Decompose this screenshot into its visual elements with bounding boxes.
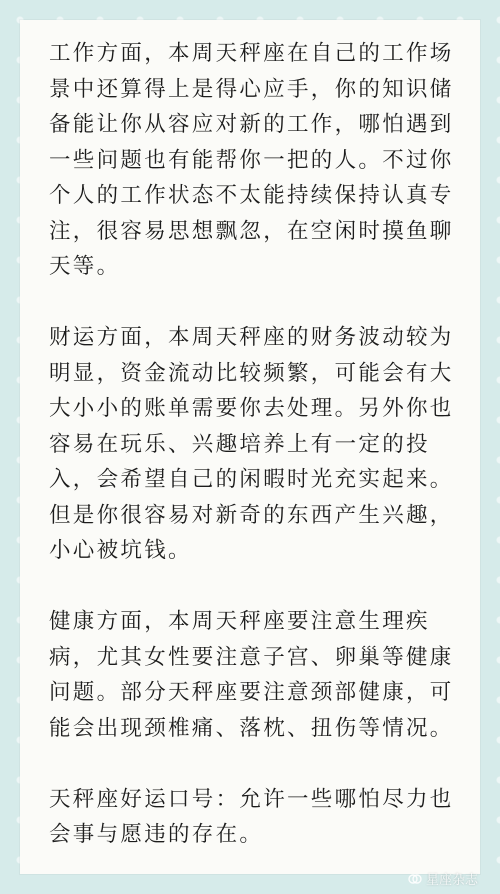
article-paper	[20, 20, 480, 874]
paragraph-wealth: 财运方面，本周天秤座的财务波动较为明显，资金流动比较频繁，可能会有大大小小的账单需要你去处理。另外你也容易在玩乐、兴趣培养上有一定的投入，会希望自己的闲暇时光充实起来。但是你很容易对新奇的东西产生兴趣，小心被坑钱。	[49, 325, 454, 563]
watermark-text: 星座杂志	[425, 873, 478, 888]
logo-icon	[408, 872, 422, 886]
paragraph-health: 健康方面，本周天秤座要注意生理疾病，尤其女性要注意子宫、卵巢等健康问题。部分天秤座要注意颈部健康，可能会出现颈椎痛、落枕、扭伤等情况。	[49, 609, 454, 741]
article-body	[49, 36, 461, 888]
watermark	[408, 869, 478, 888]
paragraph-slogan: 天秤座好运口号：允许一些哪怕尽力也会事与愿违的存在。	[49, 786, 454, 847]
paragraph-work: 工作方面，本周天秤座在自己的工作场景中还算得上是得心应手，你的知识储备能让你从容应对新的工作，哪怕遇到一些问题也有能帮你一把的人。不过你个人的工作状态不太能持续保持认真专注，很容易思想飘忽，在空闲时摸鱼聊天等。	[49, 41, 454, 279]
